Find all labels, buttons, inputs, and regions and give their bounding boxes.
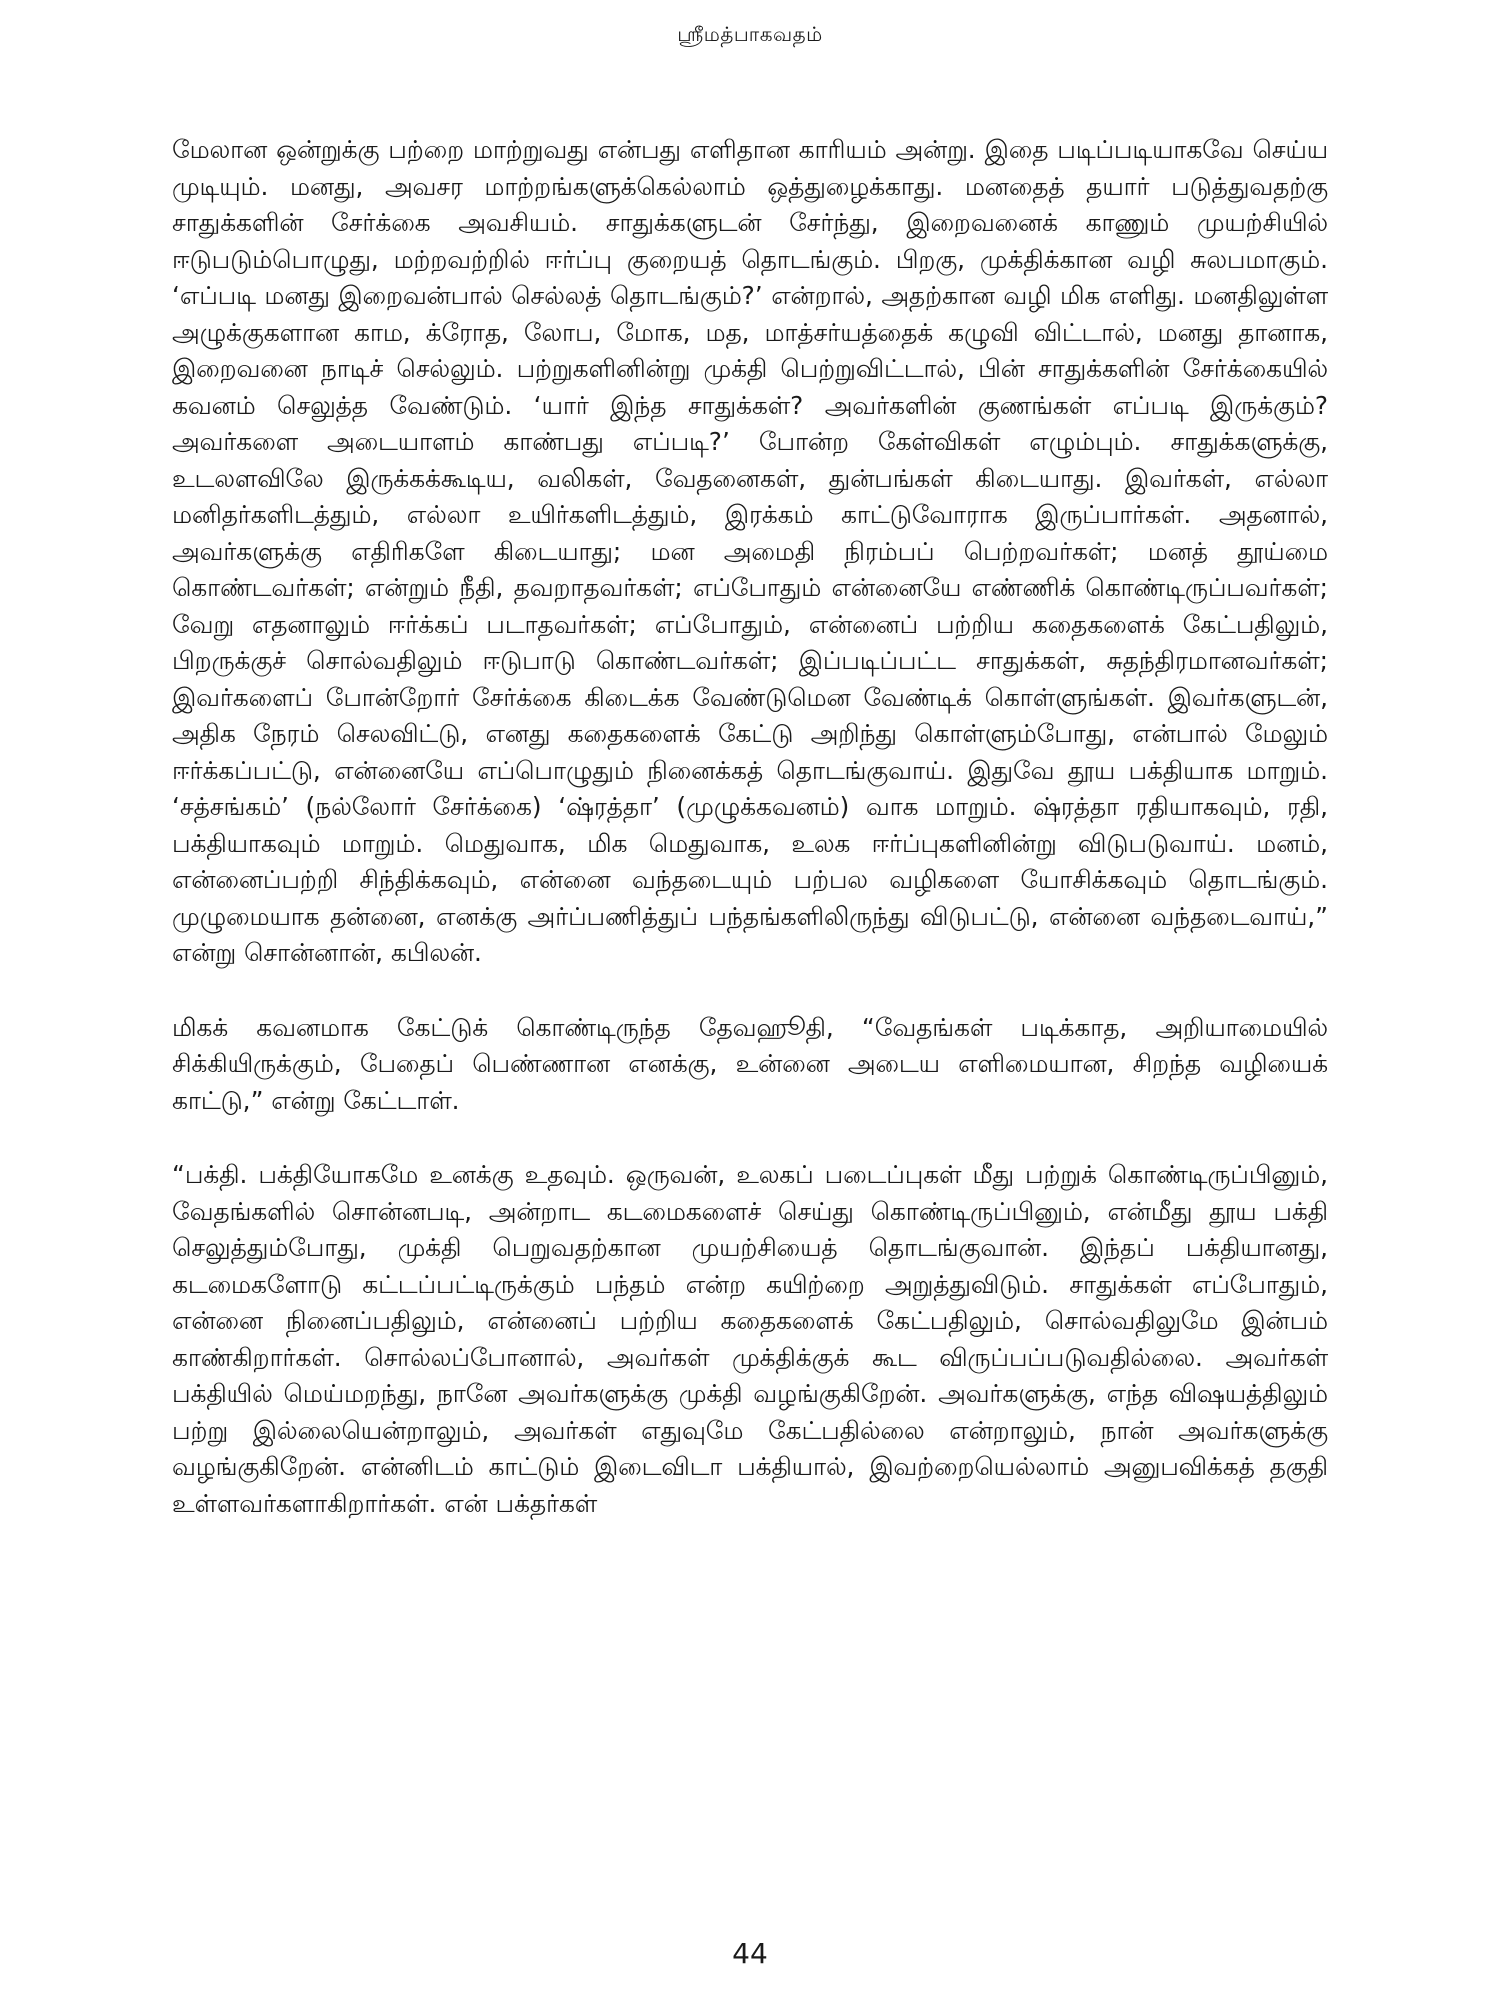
body-text (172, 132, 1328, 1560)
paragraph-3: “பக்தி. பக்தியோகமே உனக்கு உதவும். ஒருவன், உலகப் படைப்புகள் மீது பற்றுக் கொண்டிருப்பினும், வேதங்களில் சொன்னபடி, அன்றாட கடமைகளைச் செய்து கொண்டிருப்பினும், என்மீது தூய பக்தி செலுத்தும்போது, முக்தி பெறுவதற்கான முயற்சியைத் தொடங்குவான். இந்தப் பக்தியானது, கடமைகளோடு கட்டப்பட்டிருக்கும் பந்தம் என்ற கயிற்றை அறுத்துவிடும். சாதுக்கள் எப்போதும், என்னை நினைப்பதிலும், என்னைப் பற்றிய கதைகளைக் கேட்பதிலும், சொல்வதிலுமே இன்பம் காண்கிறார்கள். சொல்லப்போனால், அவர்கள் முக்திக்குக் கூட விருப்பப்படுவதில்லை. அவர்கள் பக்தியில் மெய்மறந்து, நானே அவர்களுக்கு முக்தி வழங்குகிறேன். அவர்களுக்கு, எந்த விஷயத்திலும் பற்று இல்லையென்றாலும், அவர்கள் எதுவுமே கேட்பதில்லை என்றாலும், நான் அவர்களுக்கு வழங்குகிறேன். என்னிடம் காட்டும் இடைவிடா பக்தியால், இவற்றையெல்லாம் அனுபவிக்கத் தகுதி உள்ளவர்களாகிறார்கள். என் பக்தர்கள் (172, 1160, 1328, 1518)
paragraph-2: மிகக் கவனமாக கேட்டுக் கொண்டிருந்த தேவஹூதி, “வேதங்கள் படிக்காத, அறியாமையில் சிக்கியிருக்கும், பேதைப் பெண்ணான எனக்கு, உன்னை அடைய எளிமையான, சிறந்த வழியைக் காட்டு,” என்று கேட்டாள். (172, 1012, 1328, 1115)
paragraph-1: மேலான ஒன்றுக்கு பற்றை மாற்றுவது என்பது எளிதான காரியம் அன்று. இதை படிப்படியாகவே செய்ய முடியும். மனது, அவசர மாற்றங்களுக்கெல்லாம் ஒத்துழைக்காது. மனதைத் தயார் படுத்துவதற்கு சாதுக்களின் சேர்க்கை அவசியம். சாதுக்களுடன் சேர்ந்து, இறைவனைக் காணும் முயற்சியில் ஈடுபடும்பொழுது, மற்றவற்றில் ஈர்ப்பு குறையத் தொடங்கும். பிறகு, முக்திக்கான வழி சுலபமாகும். ‘எப்படி மனது இறைவன்பால் செல்லத் தொடங்கும்?’ என்றால், அதற்கான வழி மிக எளிது. மனதிலுள்ள அழுக்குகளான காம, க்ரோத, லோப, மோக, மத, மாத்சர்யத்தைக் கழுவி விட்டால், மனது தானாக, இறைவனை நாடிச் செல்லும். பற்றுகளினின்று முக்தி பெற்றுவிட்டால், பின் சாதுக்களின் சேர்க்கையில் கவனம் செலுத்த வேண்டும். ‘யார் இந்த சாதுக்கள்? அவர்களின் குணங்கள் எப்படி இருக்கும்? அவர்களை அடையாளம் காண்பது எப்படி?’ போன்ற கேள்விகள் எழும்பும். சாதுக்களுக்கு, உடலளவிலே இருக்கக்கூடிய, வலிகள், வேதனைகள், துன்பங்கள் கிடையாது. இவர்கள், எல்லா மனிதர்களிடத்தும், எல்லா உயிர்களிடத்தும், இரக்கம் காட்டுவோராக இருப்பார்கள். அதனால், அவர்களுக்கு எதிரிகளே கிடையாது; மன அமைதி நிரம்பப் பெற்றவர்கள்; மனத் தூய்மை கொண்டவர்கள்; என்றும் நீதி, தவறாதவர்கள்; எப்போதும் என்னையே எண்ணிக் கொண்டிருப்பவர்கள்; வேறு எதனாலும் ஈர்க்கப் படாதவர்கள்; எப்போதும், என்னைப் பற்றிய கதைகளைக் கேட்பதிலும், பிறருக்குச் சொல்வதிலும் ஈடுபாடு கொண்டவர்கள்; இப்படிப்பட்ட சாதுக்கள், சுதந்திரமானவர்கள்; இவர்களைப் போன்றோர் சேர்க்கை கிடைக்க வேண்டுமென வேண்டிக் கொள்ளுங்கள். இவர்களுடன், அதிக நேரம் செலவிட்டு, எனது கதைகளைக் கேட்டு அறிந்து கொள்ளும்போது, என்பால் மேலும் ஈர்க்கப்பட்டு, என்னையே எப்பொழுதும் நினைக்கத் தொடங்குவாய். இதுவே தூய பக்தியாக மாறும். ‘சத்சங்கம்’ (நல்லோர் சேர்க்கை) ‘ஷ்ரத்தா’ (முழுக்கவனம்) வாக மாறும். ஷ்ரத்தா ரதியாகவும், ரதி, பக்தியாகவும் மாறும். மெதுவாக, மிக மெதுவாக, உலக ஈர்ப்புகளினின்று விடுபடுவாய். மனம், என்னைப்பற்றி சிந்திக்கவும், என்னை வந்தடையும் பற்பல வழிகளை யோசிக்கவும் தொடங்கும். முழுமையாக தன்னை, எனக்கு அர்ப்பணித்துப் பந்தங்களிலிருந்து விடுபட்டு, என்னை வந்தடைவாய்,” என்று சொன்னான், கபிலன். (172, 135, 1328, 967)
running-header: ஸ்ரீமத்பாகவதம் (677, 22, 823, 46)
page-number: 44 (732, 1937, 768, 1970)
